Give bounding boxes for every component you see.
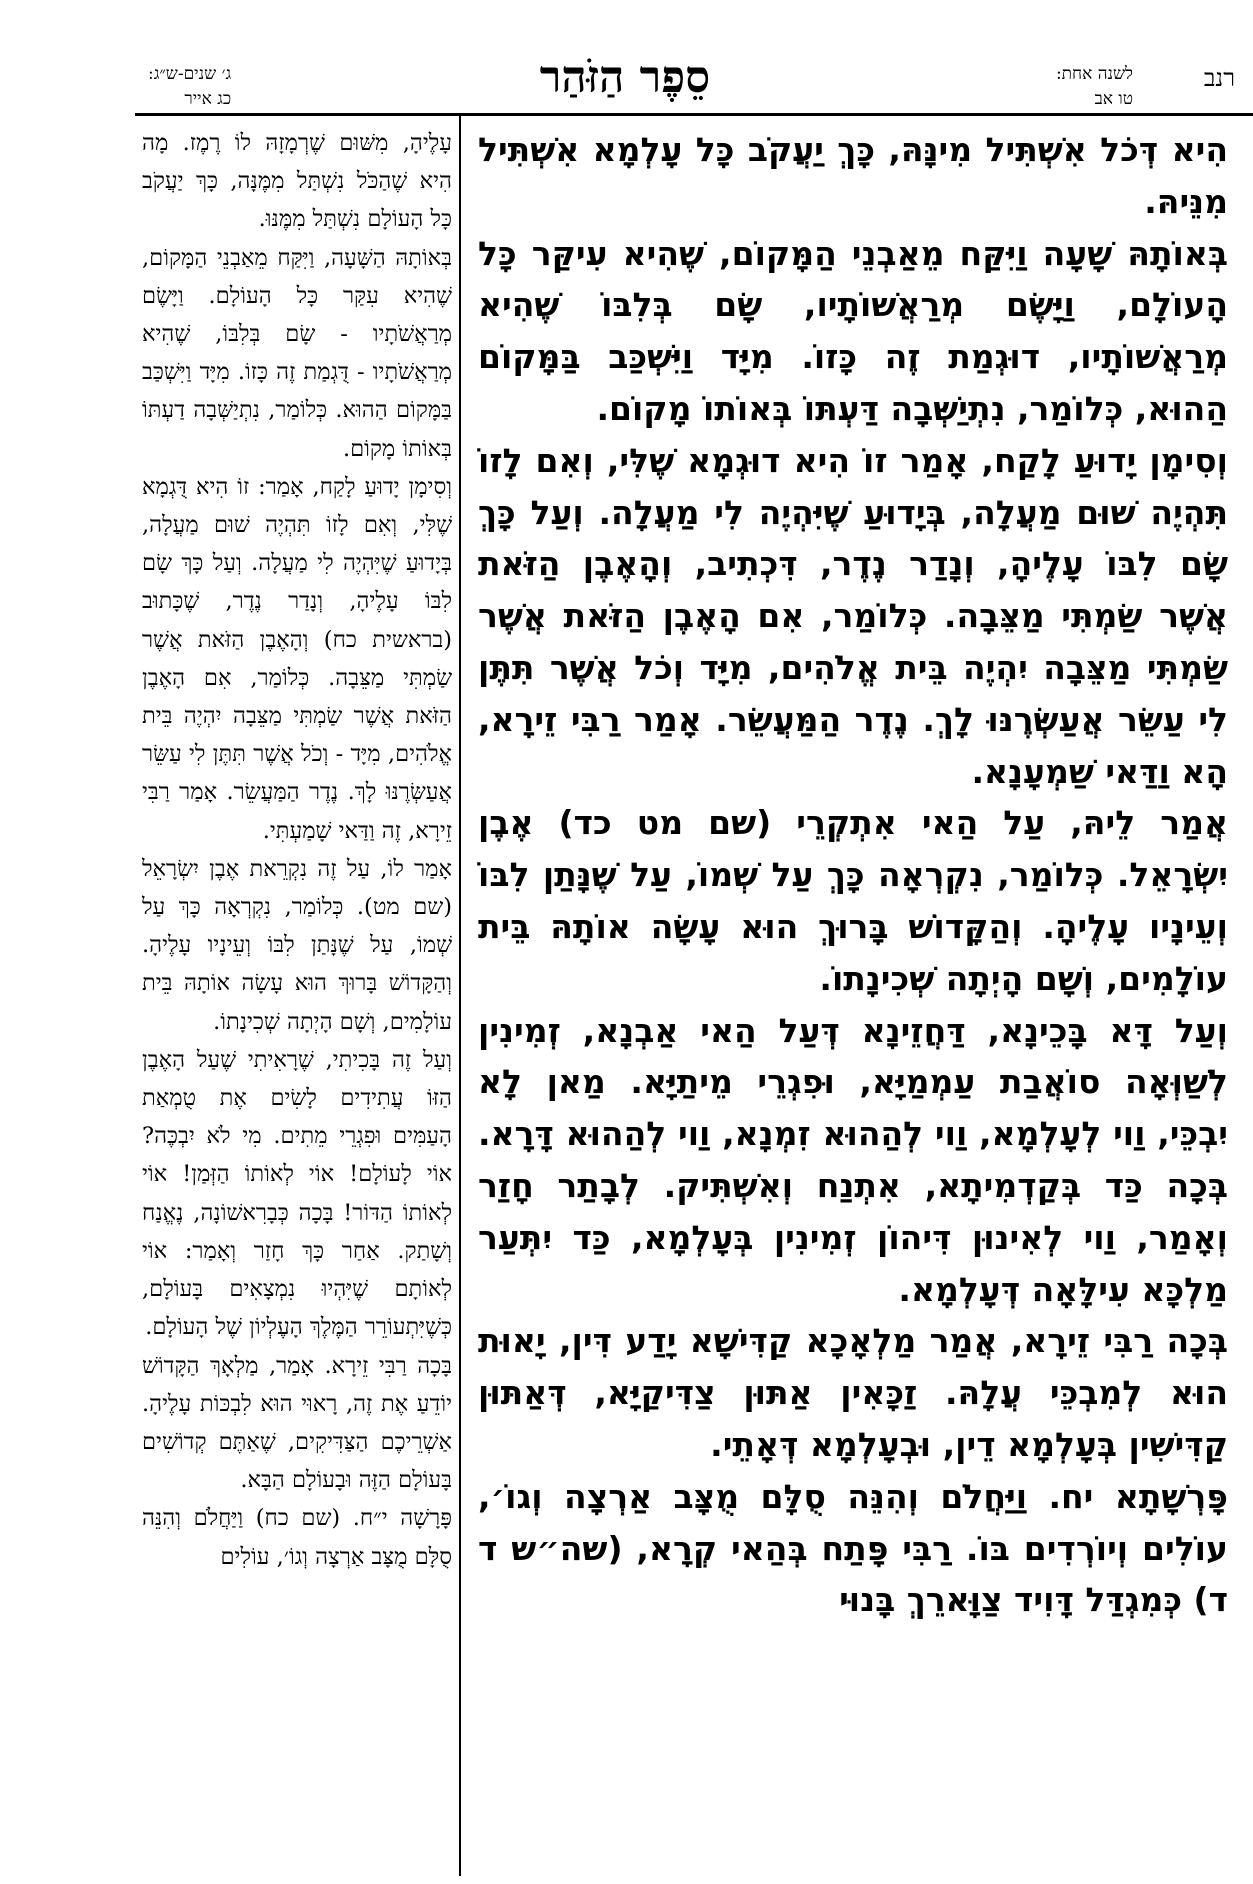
aramaic-text-column bbox=[478, 124, 1228, 1626]
main-paragraph: בְּכָה רַבִּי זֵירָא, אֲמַר מַלְאָכָא קַדִּישָׁא יָדַע דִּין, יָאוּת הוּא לְמִבְכֵּי עֲלָהּ. זַכָּאִין אַתּוּן צַדִּיקַיָּא, דְּאַתּוּן קַדִּישִׁין בְּעָלְמָא דֵין, וּבְעָלְמָא דְּאָתֵי. bbox=[478, 1321, 1228, 1464]
page-number: רנב bbox=[1203, 64, 1235, 92]
schedule-right-line1: לשנה אחת: bbox=[1055, 64, 1133, 84]
main-paragraph: אֲמַר לֵיהּ, עַל הַאי אִתְקְרֵי (שם מט כד) אֶבֶן יִשְׂרָאֵל. כְּלוֹמַר, נִקְרְאָה כָּךְ עַל שְׁמוֹ, עַל שֶׁנָּתַן לִבּוֹ וְעֵינָיו עָלֶיהָ. וְהַקָּדוֹשׁ בָּרוּךְ הוּא עָשָׂה אוֹתָהּ בֵּית עוֹלָמִים, וְשָׁם הָיְתָה שְׁכִינָתוֹ. bbox=[478, 803, 1228, 998]
side-paragraph: בְּאוֹתָהּ הַשָּׁעָה, וַיִּקַּח מֵאַבְנֵי הַמָּקוֹם, שֶׁהִיא עִקַּר כָּל הָעוֹלָם. וַיָּשֶׂם מְרַאֲשֹׁתָיו - שָׂם בְּלִבּוֹ, שֶׁהִיא מְרַאֲשֹׁתָיו - דֻּגְמַת זֶה כָּזוֹ. מִיָּד וַיִּשְׁכַּב בַּמָּקוֹם הַהוּא. כְּלוֹמַר, נִתְיַשְּׁבָה דַעְתּוֹ בְּאוֹתוֹ מָקוֹם. bbox=[142, 244, 452, 462]
schedule-left-line1: ג׳ שנים-ש״ג: bbox=[148, 64, 232, 84]
side-paragraph: וְעַל זֶה בָּכִיתִי, שֶׁרָאִיתִי שֶׁעַל הָאֶבֶן הַזּוֹ עֲתִידִים לָשִׂים אֶת טֻמְאַת הָעַמִּים וּפִגְרֵי מֵתִים. מִי לֹא יִבְכֶּה? אוֹי לָעוֹלָם! אוֹי לְאוֹתוֹ הַזְּמַן! אוֹי לְאוֹתוֹ הַדּוֹר! בָּכָה כְּבָרִאשׁוֹנָה, נֶאֱנַח וְשָׁתַק. אַחַר כָּךְ חָזַר וְאָמַר: אוֹי לְאוֹתָם שֶׁיִּהְיוּ נִמְצָאִים בָּעוֹלָם, כְּשֶׁיִּתְעוֹרֵר הַמֶּלֶךְ הָעֶלְיוֹן שֶׁל הָעוֹלָם. bbox=[142, 1046, 452, 1341]
schedule-right-line2: טו אב bbox=[1094, 89, 1133, 109]
book-title: סֵפֶר הַזֹּהַר bbox=[539, 52, 711, 103]
page-header bbox=[0, 0, 1253, 118]
reading-schedule-right bbox=[1056, 62, 1133, 112]
reading-schedule-left bbox=[148, 62, 231, 112]
schedule-left-line2: כג אייר bbox=[184, 89, 232, 109]
main-paragraph: הִיא דְּכֹל אִשְׁתִּיל מִינָּהּ, כָּךְ יַעֲקֹב כָּל עָלְמָא אִשְׁתִּיל מִנֵּיהּ. bbox=[478, 130, 1228, 221]
side-paragraph: וְסִימָן יָדוּעַ לָקַח, אָמַר: זוֹ הִיא דֻּגְמָא שֶׁלִּי, וְאִם לָזוֹ תִּהְיֶה שׁוּם מַעֲלָה, בְּיָדוּעַ שֶׁיִּהְיֶה לִי מַעֲלָה. וְעַל כָּךְ שָׂם לִבּוֹ עָלֶיהָ, וְנָדַר נֶדֶר, שֶׁכָּתוּב (בראשית כח) וְהָאֶבֶן הַזֹּאת אֲשֶׁר שַׂמְתִּי מַצֵּבָה. כְּלוֹמַר, אִם הָאֶבֶן הַזֹּאת אֲשֶׁר שַׂמְתִּי מַצֵּבָה יִהְיֶה בֵּית אֱלֹהִים, מִיָּד - וְכֹל אֲשֶׁר תִּתֶּן לִי עַשֵּׂר אֲעַשְּׂרֶנּוּ לָךְ. נֶדֶר הַמַּעֲשֵׂר. אָמַר רַבִּי זֵירָא, זֶה וַדַּאי שָׁמַעְתִּי. bbox=[142, 473, 452, 844]
main-paragraph: וְעַל דָּא בָּכֵינָא, דַּחֲזֵינָא דְּעַל הַאי אַבְנָא, זְמִינִין לְשַׁוְּאָה סוֹאֲבַת עַמְמַיָּא, וּפִגְרֵי מֵיתַיָּא. מַאן לָא יִבְכֵּי, וַוי לְעָלְמָא, וַוי לְהַהוּא זִמְנָא, וַוי לְהַהוּא דָּרָא. בְּכָה כַּד בְּקַדְמִיתָא, אִתְנַח וְאִשְׁתִּיק. לְבָתַר חָזַר וְאָמַר, וַוי לְאִינוּן דִּיהוֹן זְמִינִין בְּעָלְמָא, כַּד יִתְּעַר מַלְכָּא עִילָּאָה דְּעָלְמָא. bbox=[478, 1010, 1228, 1309]
main-paragraph: וְסִימָן יָדוּעַ לָקַח, אָמַר זוֹ הִיא דוּגְמָא שֶׁלִּי, וְאִם לָזוֹ תִּהְיֶה שׁוּם מַעֲלָה, בְּיָדוּעַ שֶׁיִּהְיֶה לִי מַעֲלָה. וְעַל כָּךְ שָׂם לִבּוֹ עָלֶיהָ, וְנָדַר נֶדֶר, דִּכְתִיב, וְהָאֶבֶן הַזֹּאת אֲשֶׁר שַׂמְתִּי מַצֵּבָה. כְּלוֹמַר, אִם הָאֶבֶן הַזֹּאת אֲשֶׁר שַׂמְתִּי מַצֵּבָה יִהְיֶה בֵּית אֱלֹהִים, מִיָּד וְכֹל אֲשֶׁר תִּתֶּן לִי עַשֵּׂר אֲעַשְּׂרֶנּוּ לָךְ. נֶדֶר הַמַּעֲשֵׂר. אָמַר רַבִּי זֵירָא, הָא וַדַּאי שַׁמְעָנָא. bbox=[478, 440, 1228, 791]
main-paragraph: פָּרְשָׁתָא יח. וַיַּחֲלֹם וְהִנֵּה סֻלָּם מֻצָּב אַרְצָה וְגוֹ׳, עוֹלִים וְיוֹרְדִים בּוֹ. רַבִּי פָּתַח בְּהַאי קְרָא, (שה״ש ד ד) כְּמִגְדַּל דָּוִיד צַוָּארֵךְ בָּנוּי bbox=[478, 1476, 1228, 1620]
header-rule bbox=[135, 113, 1253, 116]
main-paragraph: בְּאוֹתָהּ שָׁעָה וַיִּקַּח מֵאַבְנֵי הַמָּקוֹם, שֶׁהִיא עִיקַּר כָּל הָעוֹלָם, וַיָּשֶׂם מְרַאֲשׁוֹתָיו, שָׂם בְּלִבּוֹ שֶׁהִיא מְרַאֲשׁוֹתָיו, דוּגְמַת זֶה כָּזוֹ. מִיָּד וַיִּשְׁכַּב בַּמָּקוֹם הַהוּא, כְּלוֹמַר, נִתְיַשְּׁבָה דַּעְתּוֹ בְּאוֹתוֹ מָקוֹם. bbox=[478, 233, 1228, 428]
side-paragraph: פָּרָשָׁה י״ח. (שם כח) וַיַּחֲלֹם וְהִנֵּה סֻלָּם מֻצָּב אַרְצָה וְגוֹ׳, עוֹלִים bbox=[142, 1505, 452, 1570]
side-paragraph: בָּכָה רַבִּי זֵירָא. אָמַר, מַלְאָךְ הַקָּדוֹשׁ יוֹדֵעַ אֶת זֶה, רָאוּי הוּא לִבְכּוֹת עָלֶיהָ. אַשְׁרֵיכֶם הַצַּדִּיקִים, שֶׁאַתֶּם קְדוֹשִׁים בָּעוֹלָם הַזֶּה וּבָעוֹלָם הַבָּא. bbox=[142, 1352, 452, 1494]
hebrew-translation-column bbox=[142, 124, 452, 1576]
side-paragraph: עָלֶיהָ, מִשּׁוּם שֶׁרְמָזָהּ לוֹ רֶמֶז. מָה הִיא שֶׁהַכֹּל נִשְׁתַּל מִמֶּנָּה, כָּךְ יַעֲקֹב כָּל הָעוֹלָם נִשְׁתַּל מִמֶּנּוּ. bbox=[142, 130, 452, 233]
side-paragraph: אָמַר לוֹ, עַל זֶה נִקְרֵאת אֶבֶן יִשְׂרָאֵל (שם מט). כְּלוֹמַר, נִקְרְאָה כָּךְ עַל שְׁמוֹ, עַל שֶׁנָּתַן לִבּוֹ וְעֵינָיו עָלֶיהָ. וְהַקָּדוֹשׁ בָּרוּךְ הוּא עָשָׂה אוֹתָהּ בֵּית עוֹלָמִים, וְשָׁם הָיְתָה שְׁכִינָתוֹ. bbox=[142, 855, 452, 1035]
column-divider bbox=[459, 116, 461, 1876]
